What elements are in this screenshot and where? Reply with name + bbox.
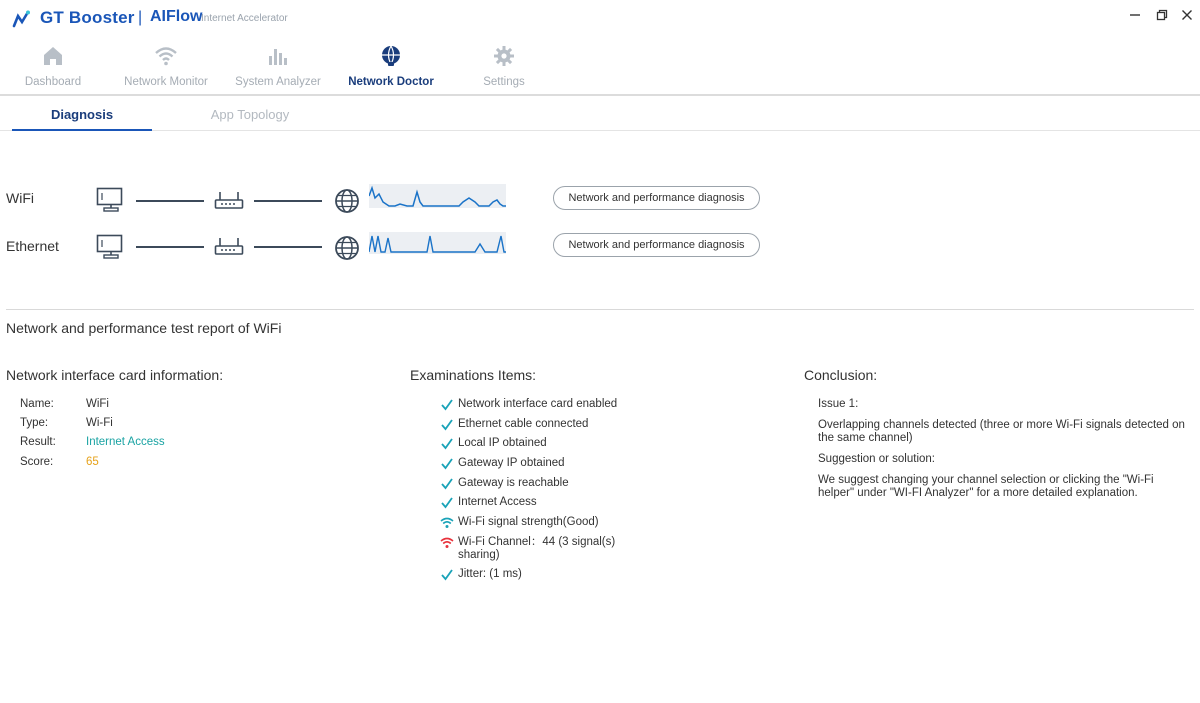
gear-icon [492,44,516,68]
computer-icon [96,234,126,260]
check-icon [440,568,454,581]
globe-icon [334,235,360,261]
brand-separator: | [138,9,143,26]
ethernet-latency-sparkline [369,232,506,254]
check-icon [440,418,454,431]
nic-key: Result: [20,436,56,448]
globe-doctor-icon [379,44,403,68]
nav-system-analyzer-label: System Analyzer [235,76,321,88]
check-icon [440,496,454,509]
link-line [136,246,204,248]
nav-settings[interactable] [474,44,534,92]
nic-row [20,456,99,468]
check-icon [440,477,454,490]
home-icon [41,44,65,68]
nic-key: Score: [20,456,54,468]
nav-network-doctor[interactable] [346,44,436,92]
section-divider [6,309,1194,310]
product-name: AIFlow [150,8,203,25]
computer-icon [96,187,126,213]
nic-key: Type: [20,417,49,429]
link-line [254,200,322,202]
wifi-connection-label: WiFi [6,190,34,206]
wifi-warning-icon [440,536,454,549]
close-button[interactable] [1177,6,1197,24]
restore-button[interactable] [1152,6,1172,24]
sub-tabs [0,98,1200,131]
restore-icon [1156,9,1168,21]
score-value: 65 [86,456,99,468]
wifi-diagnosis-button[interactable]: Network and performance diagnosis [553,186,760,210]
nav-settings-label: Settings [483,76,525,88]
app-logo-icon [12,10,32,28]
nav-system-analyzer[interactable] [232,44,324,92]
bar-chart-icon [266,44,290,68]
globe-icon [334,188,360,214]
close-icon [1181,9,1193,21]
wifi-icon [154,44,178,68]
tab-diagnosis[interactable]: Diagnosis [12,98,152,131]
check-icon [440,457,454,470]
check-icon [440,437,454,450]
exam-items-title: Examinations Items: [410,367,537,383]
product-tagline: Internet Accelerator [201,13,288,24]
router-icon [214,190,244,212]
wifi-latency-sparkline [369,184,506,208]
issue-label: Issue 1: [818,398,859,410]
issue-text: Overlapping channels detected (three or more Wi-Fi signals detected on the same channel) [818,419,1185,444]
nav-network-monitor-label: Network Monitor [124,76,208,88]
main-nav [0,40,1200,96]
exam-item-text: Local IP obtained [458,437,547,449]
nav-dashboard[interactable] [18,44,88,92]
conclusion-title: Conclusion: [804,367,878,383]
suggestion-label: Suggestion or solution: [818,453,935,465]
nic-key: Name: [20,398,54,410]
exam-item-text: Ethernet cable connected [458,418,589,430]
nic-value: WiFi [86,398,109,410]
result-value: Internet Access [86,436,165,448]
exam-item-text: Wi-Fi Channel：44 (3 signal(s) sharing) [458,536,616,561]
minimize-icon [1129,9,1141,21]
ethernet-connection-label: Ethernet [6,238,59,254]
link-line [254,246,322,248]
check-icon [440,398,454,411]
suggestion-text: We suggest changing your channel selection or clicking the "Wi-Fi helper" under "WI-FI Analyzer" for a more detailed explanation. [818,474,1154,499]
nic-row [20,436,165,448]
report-title: Network and performance test report of WiFi [6,320,282,336]
nav-dashboard-label: Dashboard [24,76,82,88]
exam-item-text: Gateway is reachable [458,477,569,489]
nic-value: Wi-Fi [86,417,113,429]
exam-item-text: Internet Access [458,496,537,508]
nic-info-title: Network interface card information: [6,367,224,383]
tab-app-topology[interactable]: App Topology [210,107,290,122]
link-line [136,200,204,202]
exam-item-text: Network interface card enabled [458,398,618,410]
nic-row [20,398,109,410]
minimize-button[interactable] [1125,6,1145,24]
nic-row [20,417,113,429]
title-bar [0,0,1200,36]
router-icon [214,236,244,258]
nav-network-monitor[interactable] [120,44,212,92]
nav-network-doctor-label: Network Doctor [348,76,434,88]
exam-item-text: Wi-Fi signal strength(Good) [458,516,599,528]
wifi-good-icon [440,516,454,529]
exam-item-text: Jitter: (1 ms) [458,568,522,580]
ethernet-diagnosis-button[interactable]: Network and performance diagnosis [553,233,760,257]
brand-name: GT Booster [40,8,135,27]
exam-item-text: Gateway IP obtained [458,457,565,469]
